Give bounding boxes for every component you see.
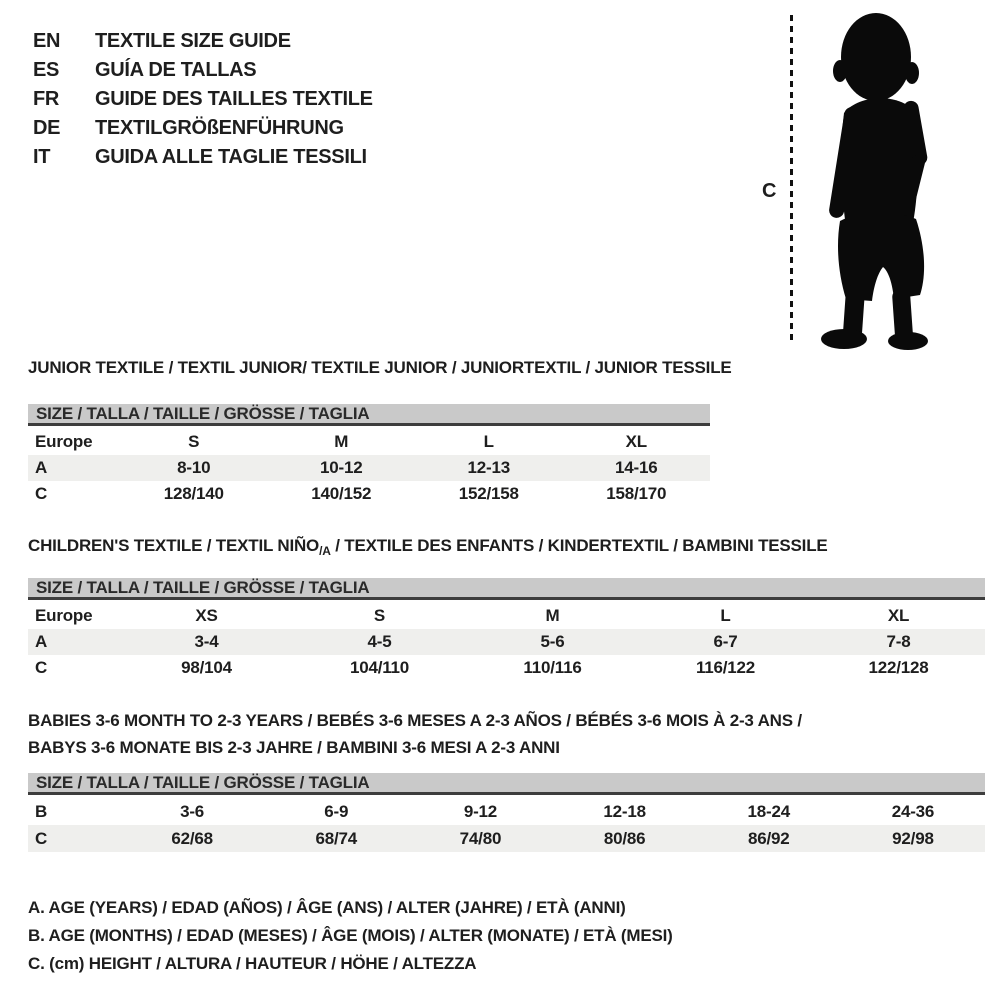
table-cell: 12-13 [467,458,510,477]
row-label: Europe [35,432,93,451]
language-list [33,27,373,172]
row-label: C [35,484,48,503]
table-cell: 152/158 [458,484,519,503]
table-cell: 3-6 [180,801,205,821]
table-cell: 110/116 [523,658,582,677]
row-label: C [35,658,48,677]
table-cell: 80/86 [603,828,646,848]
table-cell: 7-8 [886,632,911,651]
section-title-part: CHILDREN'S TEXTILE / TEXTIL NIÑO [28,536,320,555]
table-row [28,655,985,681]
section-title-line2: BABYS 3-6 MONATE BIS 2-3 JAHRE / BAMBINI 3-6 MESI A 2-3 ANNI [28,738,560,757]
table-cell: 140/152 [311,484,372,503]
size-header-label: SIZE / TALLA / TAILLE / GRÖSSE / TAGLIA [36,577,370,597]
baby-silhouette-icon [800,5,960,350]
footnotes [28,894,673,978]
height-marker-label: C [762,180,777,202]
row-label: B [35,801,48,821]
table-cell: 4-5 [367,632,392,651]
row-label: Europe [35,606,93,625]
language-label: GUÍA DE TALLAS [95,59,257,81]
size-header-bar [28,773,985,795]
language-row-it [33,143,373,172]
section-title-children [28,536,828,561]
table-cell: 158/170 [606,484,667,503]
table-cell: L [720,606,731,625]
table-cell: 68/74 [315,828,358,848]
size-header-bar [28,404,710,426]
language-label: TEXTILE SIZE GUIDE [95,30,291,52]
babies-table [28,798,985,852]
row-label: A [35,458,48,477]
table-row [28,629,985,655]
table-row [28,825,985,852]
table-row [28,455,710,481]
table-cell: 98/104 [181,658,232,677]
section-title-line1: BABIES 3-6 MONTH TO 2-3 YEARS / BEBÉS 3-6 MESES A 2-3 AÑOS / BÉBÉS 3-6 MOIS À 2-3 ANS / [28,711,802,730]
junior-table [28,429,710,507]
language-label: TEXTILGRÖßENFÜHRUNG [95,117,344,139]
table-cell: 74/80 [459,828,502,848]
table-cell: 104/110 [349,658,410,677]
table-cell: 12-18 [603,801,646,821]
table-cell: 6-7 [713,632,738,651]
table-cell: XL [887,606,910,625]
table-cell: XS [195,606,218,625]
section-title-junior: JUNIOR TEXTILE / TEXTIL JUNIOR/ TEXTILE JUNIOR / JUNIORTEXTIL / JUNIOR TESSILE [28,358,732,377]
row-label: A [35,632,48,651]
table-cell: 62/68 [171,828,213,848]
language-code: ES [33,59,60,81]
language-code: IT [33,146,51,168]
table-cell: XL [625,432,647,451]
language-row-de [33,114,373,143]
table-cell: 86/92 [748,828,790,848]
language-row-fr [33,85,373,114]
language-code: EN [33,30,61,52]
table-row [28,798,985,825]
size-header-bar [28,578,985,600]
footnote-b: B. AGE (MONTHS) / EDAD (MESES) / ÂGE (MOIS) / ALTER (MONATE) / ETÀ (MESI) [28,926,673,945]
row-label: C [35,828,48,848]
table-cell: 10-12 [320,458,363,477]
language-code: FR [33,88,60,110]
section-title-babies [28,707,802,761]
table-cell: 18-24 [747,801,791,821]
table-cell: M [334,432,349,451]
size-header-label: SIZE / TALLA / TAILLE / GRÖSSE / TAGLIA [36,403,370,423]
table-row [28,603,985,629]
table-cell: M [545,606,560,625]
language-row-en [33,27,373,56]
table-cell: 122/128 [868,658,929,677]
section-title-subscript: /A [319,544,331,558]
table-cell: 116/122 [695,658,756,677]
table-cell: L [483,432,494,451]
table-cell: S [188,432,200,451]
table-cell: 24-36 [891,801,935,821]
table-cell: 128/140 [163,484,224,503]
footnote-a: A. AGE (YEARS) / EDAD (AÑOS) / ÂGE (ANS) / ALTER (JAHRE) / ETÀ (ANNI) [28,898,626,917]
table-cell: 3-4 [194,632,219,651]
table-cell: 92/98 [892,828,934,848]
table-cell: 14-16 [615,458,658,477]
table-cell: 6-9 [324,801,349,821]
table-cell: 5-6 [540,632,565,651]
height-dotted-line [790,15,793,341]
table-cell: S [373,606,386,625]
language-label: GUIDE DES TAILLES TEXTILE [95,88,373,110]
table-cell: 8-10 [177,458,211,477]
language-row-es [33,56,373,85]
language-label: GUIDA ALLE TAGLIE TESSILI [95,146,367,168]
section-title-part: / TEXTILE DES ENFANTS / KINDERTEXTIL / BAMBINI TESSILE [330,536,828,555]
table-row [28,481,710,507]
footnote-c: C. (cm) HEIGHT / ALTURA / HAUTEUR / HÖHE / ALTEZZA [28,954,477,973]
table-cell: 9-12 [463,801,498,821]
table-row [28,429,710,455]
size-header-label: SIZE / TALLA / TAILLE / GRÖSSE / TAGLIA [36,772,370,792]
language-code: DE [33,117,61,139]
children-table [28,603,985,681]
